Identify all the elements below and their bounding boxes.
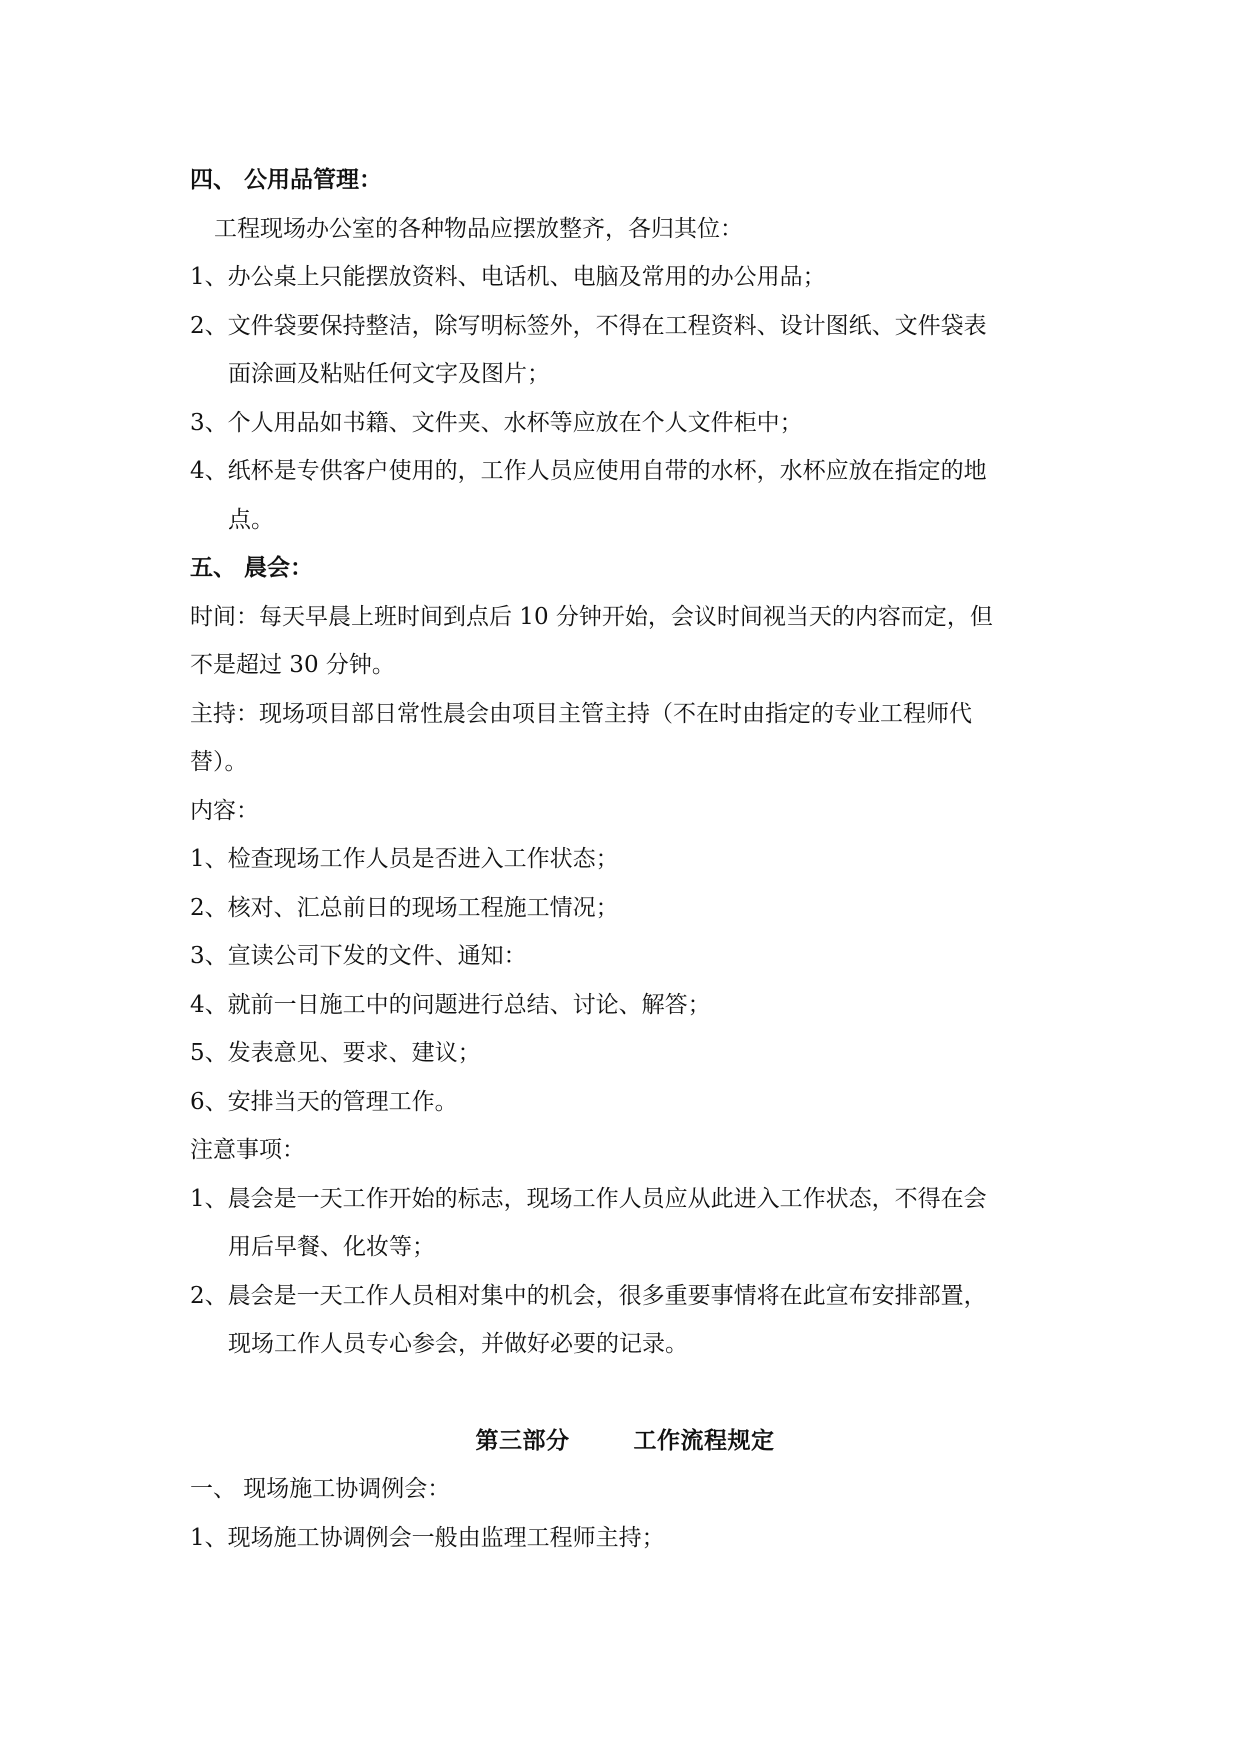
list-item-continuation: 点。 bbox=[228, 506, 274, 533]
list-item: 1、办公桌上只能摆放资料、电话机、电脑及常用的办公用品； bbox=[190, 264, 826, 290]
paragraph-intro: 工程现场办公室的各种物品应摆放整齐，各归其位： bbox=[214, 215, 743, 242]
list-item: 2、核对、汇总前日的现场工程施工情况； bbox=[190, 894, 619, 921]
list-item: 1、现场施工协调例会一般由监理工程师主持； bbox=[190, 1524, 665, 1551]
list-item: 4、就前一日施工中的问题进行总结、讨论、解答； bbox=[190, 991, 711, 1018]
list-item: 3、个人用品如书籍、文件夹、水杯等应放在个人文件柜中； bbox=[190, 409, 803, 436]
list-item: 1、检查现场工作人员是否进入工作状态； bbox=[190, 846, 619, 872]
list-item: 4、纸杯是专供客户使用的，工作人员应使用自带的水杯，水杯应放在指定的地 bbox=[190, 458, 987, 484]
paragraph-time-continuation: 不是超过 30 分钟。 bbox=[190, 652, 395, 678]
section-heading-office-supplies: 四、 公用品管理： bbox=[190, 166, 383, 193]
list-item: 1、晨会是一天工作开始的标志，现场工作人员应从此进入工作状态，不得在会 bbox=[190, 1185, 987, 1212]
notes-label: 注意事项： bbox=[190, 1137, 305, 1163]
list-item-continuation: 面涂画及粘贴任何文字及图片； bbox=[228, 361, 550, 387]
section-heading-morning-meeting: 五、 晨会： bbox=[190, 554, 314, 581]
part-title-text: 工作流程规定 bbox=[633, 1426, 775, 1454]
document-body bbox=[190, 156, 1060, 1562]
content-label: 内容： bbox=[190, 797, 259, 824]
list-item: 3、宣读公司下发的文件、通知： bbox=[190, 943, 527, 969]
part-label: 第三部分 bbox=[475, 1426, 570, 1454]
paragraph-host-continuation: 替）。 bbox=[190, 749, 248, 775]
paragraph-time: 时间：每天早晨上班时间到点后 10 分钟开始，会议时间视当天的内容而定，但 bbox=[190, 603, 993, 630]
paragraph-host: 主持：现场项目部日常性晨会由项目主管主持（不在时由指定的专业工程师代 bbox=[190, 700, 972, 727]
list-item: 2、文件袋要保持整洁，除写明标签外，不得在工程资料、设计图纸、文件袋表 bbox=[190, 312, 987, 339]
list-item: 6、安排当天的管理工作。 bbox=[190, 1088, 458, 1115]
sub-heading-coordination-meeting: 一、 现场施工协调例会： bbox=[190, 1476, 451, 1502]
list-item: 5、发表意见、要求、建议； bbox=[190, 1040, 481, 1066]
part-title bbox=[190, 1417, 1060, 1466]
list-item-continuation: 用后早餐、化妆等； bbox=[228, 1234, 435, 1260]
list-item: 2、晨会是一天工作人员相对集中的机会，很多重要事情将在此宣布安排部置， bbox=[190, 1282, 987, 1309]
list-item-continuation: 现场工作人员专心参会，并做好必要的记录。 bbox=[228, 1331, 688, 1357]
